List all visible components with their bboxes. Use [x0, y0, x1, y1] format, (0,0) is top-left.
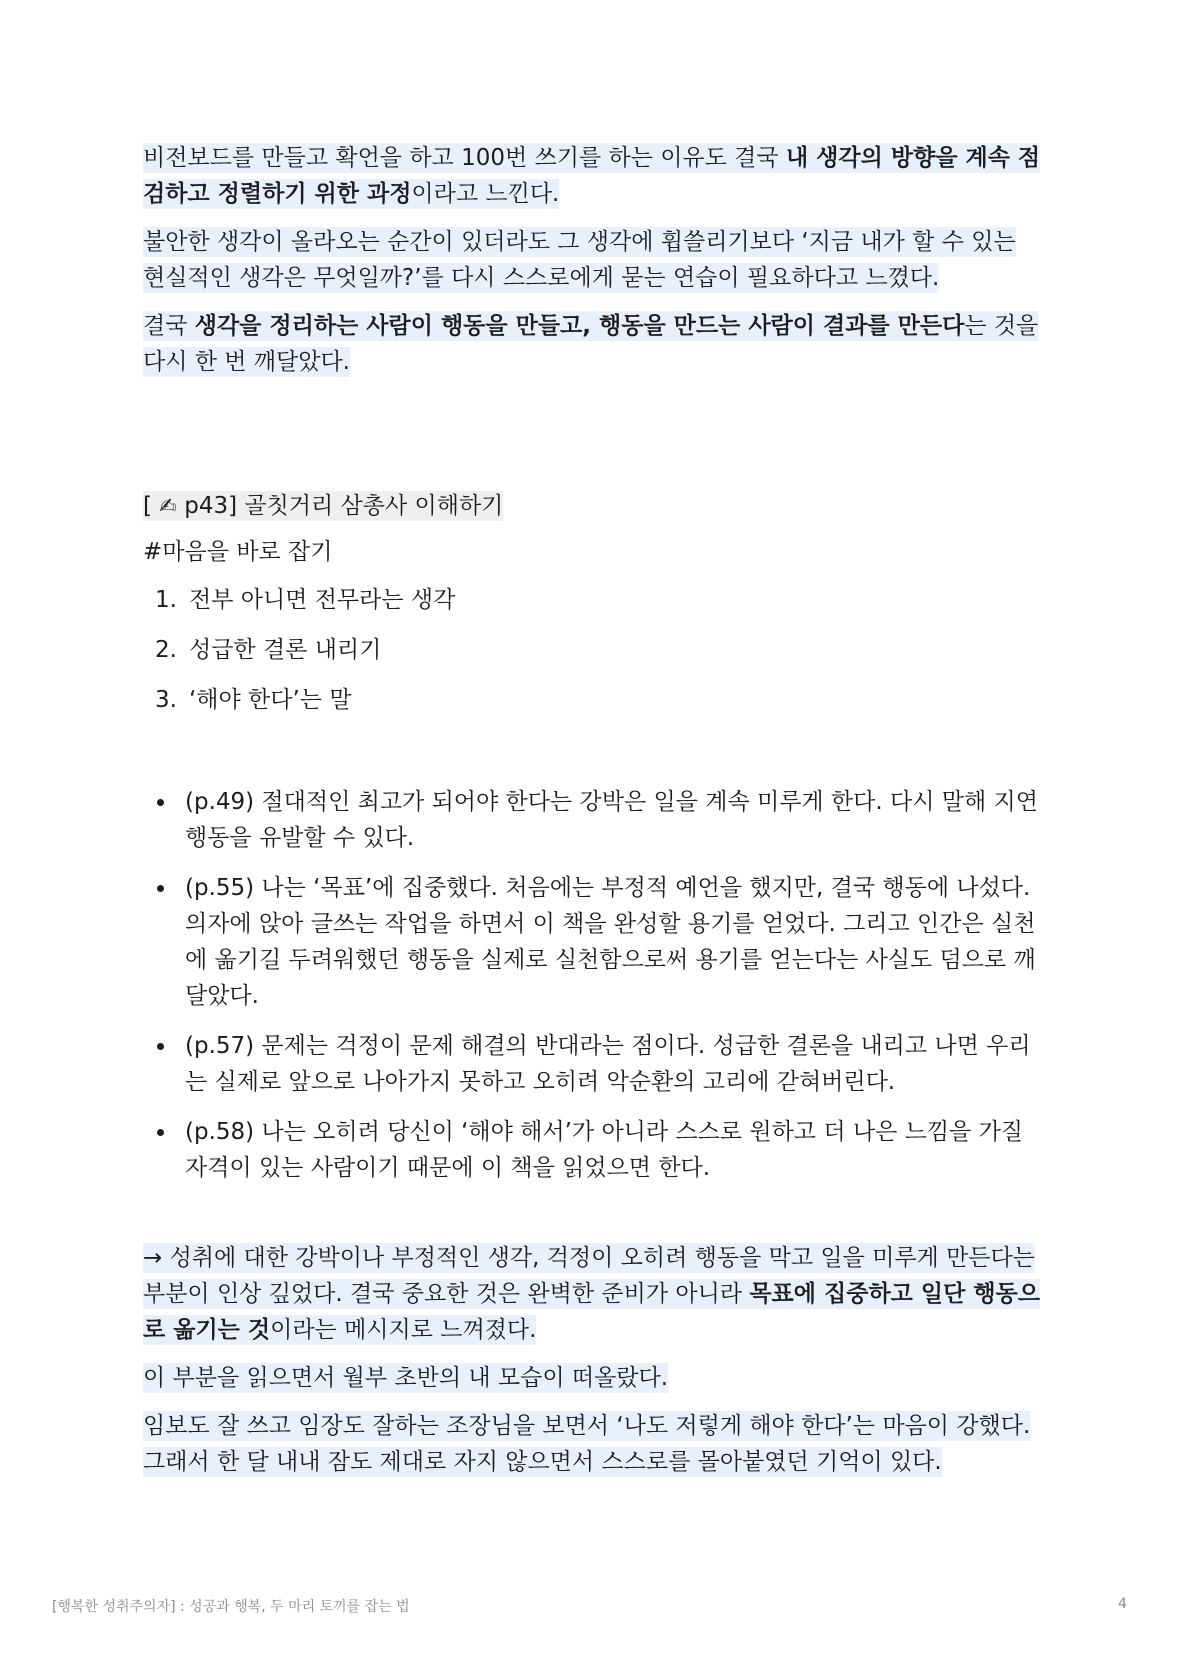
list-text: ‘해야 한다’는 말 [189, 687, 352, 713]
list-item [143, 784, 1043, 856]
text-span: → 성취에 대한 강박이나 부정적인 생각, 걱정이 오히려 행동을 막고 일을 미루게 만든다는 부분이 인상 깊었다. 결국 중요한 것은 완벽한 준비가 아니라 [143, 1245, 1035, 1307]
bold-span: 내 생각의 방향을 계속 점검하고 정렬하기 위한 과정 [143, 145, 1041, 207]
list-item [143, 682, 1043, 718]
bold-span: 목표에 집중하고 일단 행동으로 옮기는 것 [143, 1281, 1040, 1343]
bullet-icon [157, 1129, 164, 1136]
list-text: (p.49) 절대적인 최고가 되어야 한다는 강박은 일을 계속 미루게 한다. 다시 말해 지연 행동을 유발할 수 있다. [185, 789, 1038, 851]
text-span: 결국 [143, 313, 195, 339]
writing-hand-icon: ✍ [159, 494, 177, 518]
footer-title: [행복한 성취주의자] : 성공과 행복, 두 마리 토끼를 잡는 법 [52, 1599, 410, 1615]
text-span: 비전보드를 만들고 확언을 하고 100번 쓰기를 하는 이유도 결국 [143, 145, 786, 171]
quote-list [143, 784, 1043, 1186]
text-span: 이 부분을 읽으면서 월부 초반의 내 모습이 떠올랐다. [143, 1365, 669, 1391]
text-span: 불안한 생각이 올라오는 순간이 있더라도 그 생각에 휩쓸리기보다 ‘지금 내가 할 수 있는 현실적인 생각은 무엇일까?’를 다시 스스로에게 묻는 연습이 필요하다고 느꼈다. [143, 229, 1016, 291]
reflection-paragraph-1 [143, 1240, 1043, 1348]
list-item [143, 582, 1043, 618]
list-text: 전부 아니면 전무라는 생각 [189, 587, 456, 613]
bullet-icon [157, 885, 164, 892]
section-title: p43] 골칫거리 삼총사 이해하기 [176, 493, 504, 519]
list-number: 1. [155, 587, 177, 613]
list-text: (p.57) 문제는 걱정이 문제 해결의 반대라는 점이다. 성급한 결론을 내리고 나면 우리는 실제로 앞으로 나아가지 못하고 오히려 악순환의 고리에 갇혀버린다. [185, 1033, 1031, 1095]
list-item [143, 1114, 1043, 1186]
page-content [143, 140, 1043, 1492]
list-item [143, 870, 1043, 1014]
bracket: [ [143, 493, 160, 519]
list-number: 3. [155, 687, 177, 713]
list-text: 성급한 결론 내리기 [189, 637, 382, 663]
page-number: 4 [1118, 1596, 1127, 1612]
list-text: (p.58) 나는 오히려 당신이 ‘해야 해서’가 아니라 스스로 원하고 더 나은 느낌을 가질 자격이 있는 사람이기 때문에 이 책을 읽었으면 한다. [185, 1119, 1024, 1181]
list-item [143, 1028, 1043, 1100]
text-span: 임보도 잘 쓰고 임장도 잘하는 조장님을 보면서 ‘나도 저렇게 해야 한다’는 마음이 강했다. 그래서 한 달 내내 잠도 제대로 자지 않으면서 스스로를 몰아붙였던 기억이 있다. [143, 1413, 1031, 1475]
intro-paragraph-1 [143, 140, 1043, 212]
text-span: 이라고 느낀다. [411, 181, 560, 207]
reflection-paragraph-2 [143, 1360, 1043, 1396]
section-heading [143, 488, 1043, 524]
bullet-icon [157, 799, 164, 806]
text-span: 는 것을 다시 한 번 깨달았다. [143, 313, 1039, 375]
intro-paragraph-3 [143, 308, 1043, 380]
intro-paragraph-2 [143, 224, 1043, 296]
reflection-paragraph-3 [143, 1408, 1043, 1480]
list-item [143, 632, 1043, 668]
hashtag: #마음을 바로 잡기 [143, 539, 333, 565]
bold-span: 생각을 정리하는 사람이 행동을 만들고, 행동을 만드는 사람이 결과를 만든다 [194, 313, 965, 339]
text-span: 이라는 메시지로 느껴졌다. [270, 1317, 537, 1343]
numbered-list [143, 582, 1043, 718]
list-text: (p.55) 나는 ‘목표’에 집중했다. 처음에는 부정적 예언을 했지만, 결국 행동에 나섰다. 의자에 앉아 글쓰는 작업을 하면서 이 책을 완성할 용기를 얻었다. 그리고 인간은 실천에 옮기길 두려워했던 행동을 실제로 실천함으로써 용기를 얻는다는 사실도 덤으로 깨달았다. [185, 875, 1036, 1009]
bullet-icon [157, 1043, 164, 1050]
list-number: 2. [155, 637, 177, 663]
